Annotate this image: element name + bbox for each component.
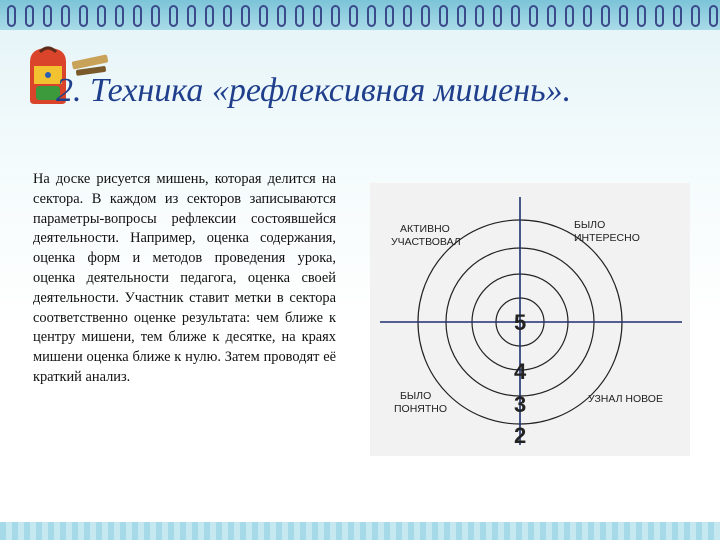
ring-score-4: 4 bbox=[514, 359, 527, 384]
spiral-ring bbox=[8, 6, 15, 26]
notebook-spiral bbox=[0, 4, 720, 32]
spiral-ring bbox=[62, 6, 69, 26]
spiral-ring bbox=[296, 6, 303, 26]
spiral-ring bbox=[80, 6, 87, 26]
spiral-ring bbox=[206, 6, 213, 26]
spiral-ring bbox=[710, 6, 717, 26]
sector-label-bottom-left-2: ПОНЯТНО bbox=[394, 403, 448, 415]
spiral-ring bbox=[638, 6, 645, 26]
sector-label-top-right-1: БЫЛО bbox=[574, 219, 606, 231]
spiral-ring bbox=[548, 6, 555, 26]
spiral-ring bbox=[674, 6, 681, 26]
spiral-ring bbox=[116, 6, 123, 26]
spiral-ring bbox=[530, 6, 537, 26]
slide-title: 2. Техника «рефлексивная мишень». bbox=[56, 72, 572, 109]
spiral-ring bbox=[242, 6, 249, 26]
spiral-ring bbox=[368, 6, 375, 26]
spiral-ring bbox=[386, 6, 393, 26]
spiral-ring bbox=[224, 6, 231, 26]
spiral-ring bbox=[44, 6, 51, 26]
spiral-ring bbox=[602, 6, 609, 26]
sector-label-bottom-left-1: БЫЛО bbox=[400, 390, 432, 402]
ring-score-2: 2 bbox=[514, 423, 527, 448]
spiral-ring bbox=[584, 6, 591, 26]
spiral-ring bbox=[350, 6, 357, 26]
spiral-ring bbox=[458, 6, 465, 26]
spiral-ring bbox=[476, 6, 483, 26]
spiral-ring bbox=[422, 6, 429, 26]
bottom-band bbox=[0, 522, 720, 540]
sector-label-top-right-2: ИНТЕРЕСНО bbox=[574, 232, 640, 244]
spiral-ring bbox=[278, 6, 285, 26]
spiral-ring bbox=[404, 6, 411, 26]
spiral-ring bbox=[260, 6, 267, 26]
spiral-ring bbox=[26, 6, 33, 26]
spiral-ring bbox=[134, 6, 141, 26]
sector-label-bottom-right: УЗНАЛ НОВОЕ bbox=[588, 393, 663, 405]
spiral-ring bbox=[332, 6, 339, 26]
spiral-ring bbox=[152, 6, 159, 26]
spiral-ring bbox=[494, 6, 501, 26]
spiral-ring bbox=[620, 6, 627, 26]
spiral-ring bbox=[188, 6, 195, 26]
ring-score-3: 3 bbox=[514, 392, 527, 417]
sector-label-top-left-1: АКТИВНО bbox=[400, 223, 450, 235]
ring-score-5: 5 bbox=[514, 310, 527, 335]
spiral-ring bbox=[314, 6, 321, 26]
spiral-ring bbox=[170, 6, 177, 26]
spiral-ring bbox=[692, 6, 699, 26]
spiral-ring bbox=[512, 6, 519, 26]
spiral-ring bbox=[98, 6, 105, 26]
spiral-ring bbox=[440, 6, 447, 26]
body-paragraph: На доске рисуется мишень, которая делится на сектора. В каждом из секторов записываются параметры-вопросы рефлексии состоявшейся деятельности. Например, оценка содержания, оценка форм и методов проведения урока, оценка деятельности педагога, оценка своей деятельности. Участник ставит метки в сектора соответственно оценке результата: чем ближе к центру мишени, тем ближе к десятке, на краях мишени оценка ближе к нулю. Затем проводят её краткий анализ. bbox=[33, 171, 336, 385]
spiral-ring bbox=[656, 6, 663, 26]
spiral-ring bbox=[566, 6, 573, 26]
reflexive-target-diagram bbox=[370, 183, 690, 456]
sector-label-top-left-2: УЧАСТВОВАЛ bbox=[391, 236, 461, 248]
